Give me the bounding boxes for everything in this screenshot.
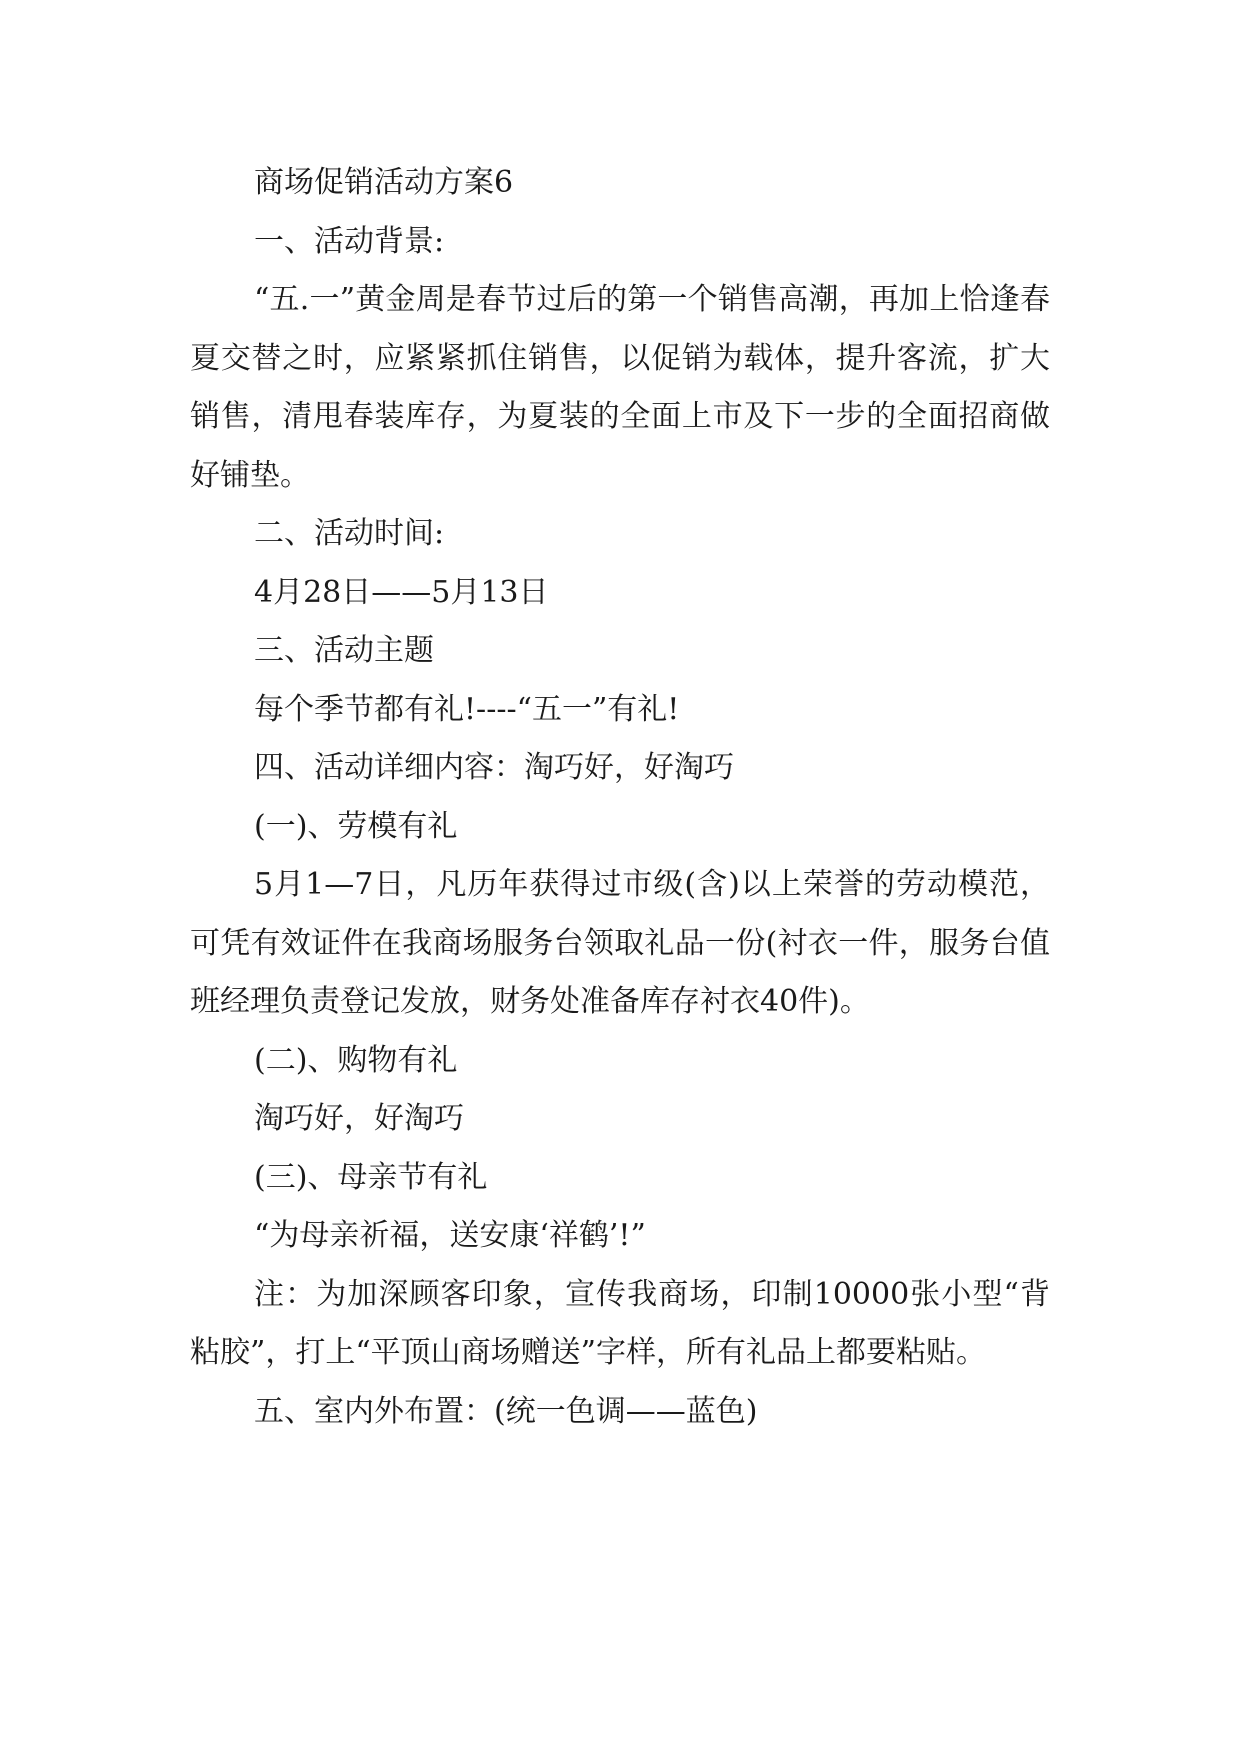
- paragraph-background: “五.一”黄金周是春节过后的第一个销售高潮，再加上恰逢春夏交替之时，应紧紧抓住销售，以促销为载体，提升客流，扩大销售，清甩春装库存，为夏装的全面上市及下一步的全面招商做好铺垫。: [190, 282, 1050, 493]
- subheading-labor-model: (一)、劳模有礼: [254, 808, 458, 844]
- paragraph-time: 4月28日——5月13日: [254, 574, 549, 610]
- subheading-mothers-day: (三)、母亲节有礼: [254, 1159, 488, 1195]
- section-heading-details: 四、活动详细内容：淘巧好，好淘巧: [254, 750, 734, 785]
- document-body: [190, 154, 1050, 1441]
- paragraph-theme: 每个季节都有礼!----“五一”有礼!: [254, 691, 680, 727]
- paragraph-shopping: 淘巧好，好淘巧: [254, 1101, 464, 1136]
- section-heading-time: 二、活动时间:: [254, 516, 445, 551]
- section-heading-layout: 五、室内外布置：(统一色调——蓝色): [254, 1393, 758, 1429]
- section-heading-background: 一、活动背景:: [254, 223, 445, 259]
- section-heading-theme: 三、活动主题: [254, 633, 434, 668]
- document-title: 商场促销活动方案6: [254, 165, 514, 200]
- paragraph-mothers-day: “为母亲祈福，送安康‘祥鹤’!”: [254, 1218, 646, 1253]
- paragraph-labor-model: 5月1—7日，凡历年获得过市级(含)以上荣誉的劳动模范，可凭有效证件在我商场服务台领取礼品一份(衬衣一件，服务台值班经理负责登记发放，财务处准备库存衬衣40件)。: [190, 867, 1050, 1019]
- subheading-shopping: (二)、购物有礼: [254, 1042, 458, 1078]
- paragraph-note: 注：为加深顾客印象，宣传我商场，印制10000张小型“背粘胶”，打上“平顶山商场赠送”字样，所有礼品上都要粘贴。: [190, 1276, 1050, 1370]
